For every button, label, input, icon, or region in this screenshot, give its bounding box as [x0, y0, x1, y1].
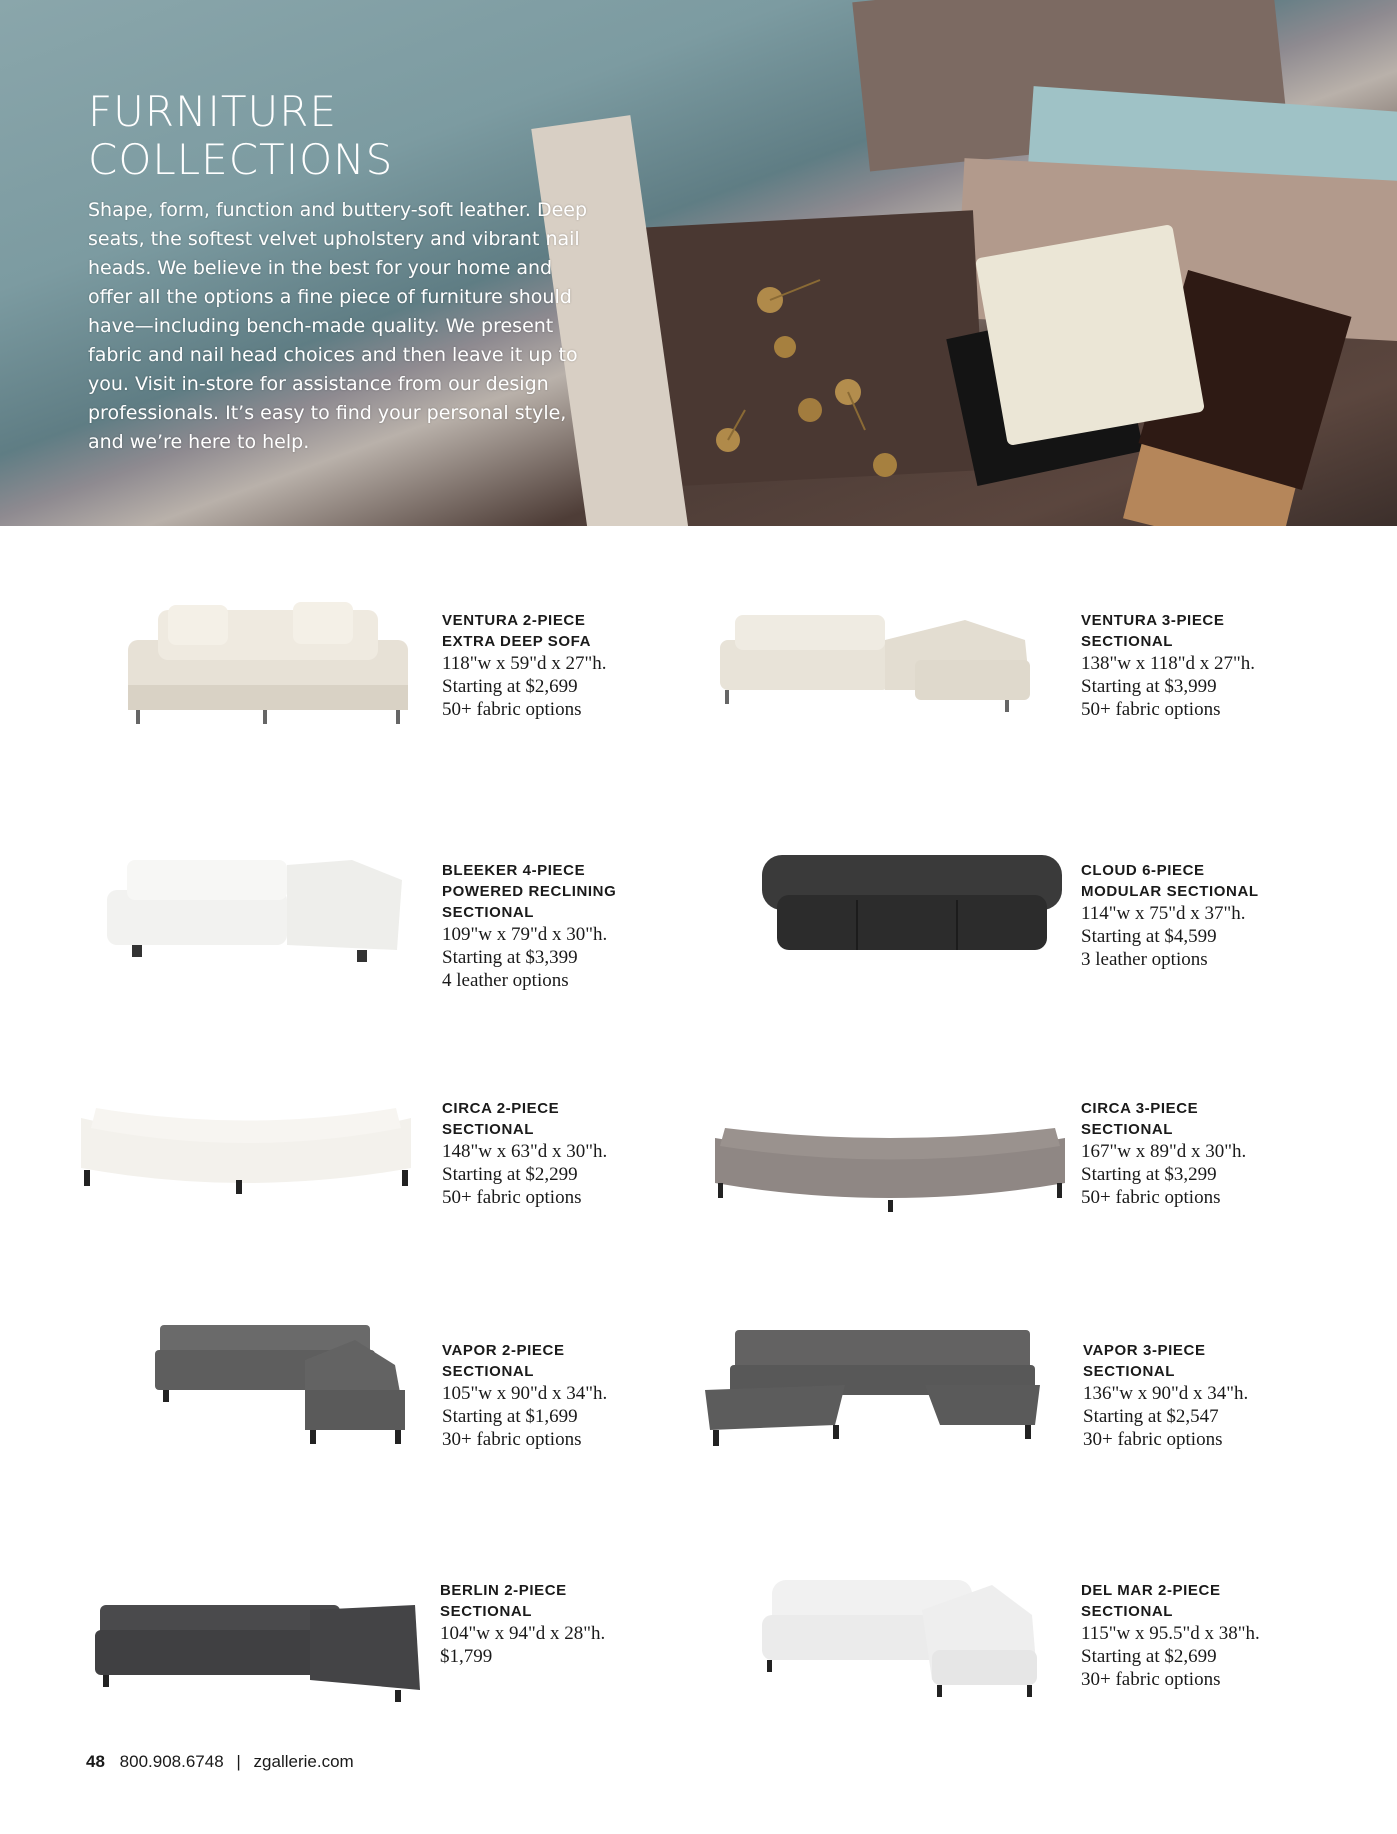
- product-name: BLEEKER 4-PIECE POWERED RECLINING SECTIONAL: [442, 862, 617, 921]
- product-name: VENTURA 3-PIECE SECTIONAL: [1081, 612, 1225, 650]
- product-name: CIRCA 2-PIECE SECTIONAL: [442, 1100, 560, 1138]
- product-options: 30+ fabric options: [1081, 1669, 1221, 1690]
- page-title: [88, 88, 393, 184]
- product-name: CIRCA 3-PIECE SECTIONAL: [1081, 1100, 1199, 1138]
- product-price: $1,799: [440, 1646, 493, 1667]
- product-dimensions: 109"w x 79"d x 30"h.: [442, 924, 608, 945]
- sofa-image: [118, 590, 418, 730]
- intro-paragraph: Shape, form, function and buttery-soft leather. Deep seats, the softest velvet upholstery and vibrant nail heads. We believe in the best for your home and offer all the options a fine piece of furniture should have—including bench-made quality. We present fabric and nail head choices and then leave it up to you. Visit in-store for assistance from our design professionals. It’s easy to find your personal style, and we’re here to help.: [88, 199, 588, 453]
- nail-head-icon: [798, 398, 822, 422]
- product-price: Starting at $2,547: [1083, 1406, 1219, 1427]
- nail-head-icon: [774, 336, 796, 358]
- page-title-line-1: FURNITURE: [88, 87, 338, 136]
- product-dimensions: 105"w x 90"d x 34"h.: [442, 1383, 608, 1404]
- sectional-image: [155, 1320, 420, 1455]
- sectional-image: [710, 1128, 1070, 1213]
- page-title-line-2: COLLECTIONS: [88, 135, 394, 184]
- product-price: Starting at $2,699: [442, 676, 578, 697]
- product-dimensions: 138"w x 118"d x 27"h.: [1081, 653, 1256, 674]
- nail-head-icons: [700, 270, 920, 500]
- product-price: Starting at $3,399: [442, 947, 578, 968]
- sectional-image: [705, 1330, 1040, 1455]
- product-price: Starting at $3,999: [1081, 676, 1217, 697]
- product-dimensions: 167"w x 89"d x 30"h.: [1081, 1141, 1247, 1162]
- page-number: 48: [86, 1752, 105, 1771]
- product-name: CLOUD 6-PIECE MODULAR SECTIONAL: [1081, 862, 1259, 900]
- sectional-image: [95, 1595, 425, 1705]
- product-name: VENTURA 2-PIECE EXTRA DEEP SOFA: [442, 612, 592, 650]
- product-dimensions: 136"w x 90"d x 34"h.: [1083, 1383, 1249, 1404]
- product-options: 50+ fabric options: [1081, 699, 1221, 720]
- sectional-image: [757, 840, 1067, 970]
- sectional-image: [76, 1088, 416, 1198]
- nail-head-icon: [873, 453, 897, 477]
- product-price: Starting at $2,699: [1081, 1646, 1217, 1667]
- product-options: 30+ fabric options: [1083, 1429, 1223, 1450]
- sectional-image: [715, 590, 1035, 720]
- product-name: VAPOR 2-PIECE SECTIONAL: [442, 1342, 565, 1380]
- phone-number: 800.908.6748: [119, 1752, 224, 1771]
- hero-banner: [0, 0, 1397, 526]
- sectional-image: [762, 1575, 1042, 1715]
- ivory-tile: [975, 224, 1205, 446]
- product-dimensions: 104"w x 94"d x 28"h.: [440, 1623, 606, 1644]
- product-price: Starting at $4,599: [1081, 926, 1217, 947]
- website-link[interactable]: zgallerie.com: [253, 1752, 354, 1771]
- product-dimensions: 114"w x 75"d x 37"h.: [1081, 903, 1246, 924]
- sectional-image: [102, 840, 412, 970]
- product-options: 50+ fabric options: [442, 699, 582, 720]
- product-price: Starting at $3,299: [1081, 1164, 1217, 1185]
- footer-separator: |: [236, 1752, 241, 1771]
- page-footer: [86, 1752, 354, 1772]
- product-name: BERLIN 2-PIECE SECTIONAL: [440, 1582, 567, 1620]
- product-name: DEL MAR 2-PIECE SECTIONAL: [1081, 1582, 1221, 1620]
- product-options: 30+ fabric options: [442, 1429, 582, 1450]
- product-price: Starting at $2,299: [442, 1164, 578, 1185]
- product-dimensions: 118"w x 59"d x 27"h.: [442, 653, 607, 674]
- product-options: 50+ fabric options: [1081, 1187, 1221, 1208]
- product-dimensions: 115"w x 95.5"d x 38"h.: [1081, 1623, 1260, 1644]
- product-name: VAPOR 3-PIECE SECTIONAL: [1083, 1342, 1206, 1380]
- product-dimensions: 148"w x 63"d x 30"h.: [442, 1141, 608, 1162]
- product-options: 3 leather options: [1081, 949, 1208, 970]
- product-price: Starting at $1,699: [442, 1406, 578, 1427]
- product-options: 50+ fabric options: [442, 1187, 582, 1208]
- product-options: 4 leather options: [442, 970, 569, 991]
